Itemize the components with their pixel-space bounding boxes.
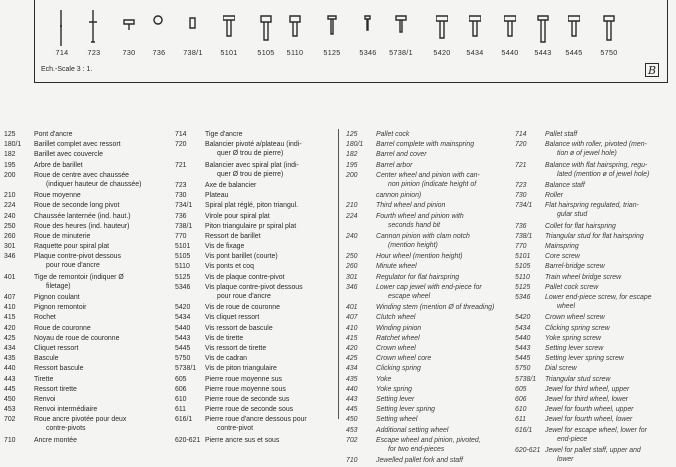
part-number: 5738/1 [515,375,537,383]
part-number: 425 [4,334,16,342]
part-number: 734/1 [515,202,533,210]
part-number: 5440 [515,334,531,342]
part-name: Jewelled pallet fork and staff [376,457,463,465]
part-number: 5738/1 [175,365,197,373]
part-number: 443 [346,395,358,403]
part-name: Ressort de barillet [205,232,261,240]
part-name: Barrel complete with mainspring [376,141,475,149]
part-name: Ratchet wheel [376,334,420,342]
part-number: 401 [4,273,16,281]
part-number: 5420 [515,314,531,322]
part-name-continuation: for two end-pieces [388,445,445,453]
part-number: 410 [4,304,16,312]
part-number: 180/1 [4,141,22,149]
part-name: Tige d'ancre [205,131,243,138]
part-number: 710 [346,457,358,465]
part-number: 425 [346,355,358,363]
part-number: 5346 [175,283,191,291]
part-name: Raquette pour spiral plat [34,243,110,251]
part-name: Ressort tirette [34,385,77,393]
part-number: 224 [4,202,16,210]
part-number: 453 [346,426,358,434]
part-number-label: 5750 [600,48,618,57]
part-number: 250 [4,222,16,230]
part-number: 440 [346,385,358,393]
part-name: Balancier avec spiral plat (indi- [205,161,299,169]
part-name-continuation: contre-pivots [46,425,86,433]
part-number: 415 [346,334,358,342]
part-name: Hour wheel (mention height) [376,253,463,261]
part-name: Jewel for third wheel, lower [545,395,629,403]
part-name: Cannon pinion with clam notch [376,232,470,240]
part-number: 445 [4,385,16,393]
part-number: 5105 [175,253,191,261]
part-name: Clicking spring screw [545,324,610,332]
part-drawing-icon [568,6,580,46]
part-name: Winding stem (mention Ø of threading) [376,304,495,312]
part-name: Yoke spring [376,385,413,393]
part-name-continuation: pour roue d'ancre [46,262,100,270]
part-name: Pierre ancre sus et sous [205,436,280,444]
part-number: 260 [346,263,358,271]
part-name: Axe de balancier [205,181,257,189]
part-number: 420 [346,345,358,352]
part-number: 182 [4,151,16,159]
part-number-label: 5443 [534,48,552,57]
part-number: 420 [4,324,16,332]
part-number-label: 5420 [433,48,451,57]
part-name: Fourth wheel and pinion with [376,212,464,220]
part-name-continuation: escape wheel [388,292,431,300]
part-name: Vis cliquet ressort [205,314,260,322]
part-number-label: 5434 [466,48,484,57]
part-number: 443 [4,375,16,383]
part-number: 125 [346,131,358,138]
part-name: Rochet [34,314,56,322]
part-name-continuation: (indiquer hauteur de chaussée) [46,180,142,188]
part-name: Tige de remontoir (indiquer Ø [34,273,124,281]
column-divider [338,129,339,419]
part-number-label: 736 [152,48,166,57]
part-name-continuation: (mention height) [388,241,438,249]
part-number: 738/1 [175,222,193,230]
part-name: Clutch wheel [376,314,416,322]
part-number: 5434 [515,324,531,332]
part-name: Setting lever spring screw [545,355,624,363]
part-name: Ancre montée [34,436,77,444]
part-name: Crown wheel screw [545,314,605,322]
part-name: Minute wheel [376,263,417,271]
part-number: 5445 [175,344,191,352]
part-number: 720 [175,141,187,149]
part-name: Virole pour spiral plat [205,212,270,220]
part-name: Barillet avec couvercle [34,151,103,159]
part-number: 346 [346,283,358,291]
part-name: Roue ancre pivotée pour deux [34,416,127,424]
part-name: Pallet cock [376,131,410,138]
part-number: 605 [175,375,187,383]
part-number: 407 [346,314,358,322]
part-number: 435 [4,355,16,363]
part-name: Pallet cock screw [545,283,599,291]
part-name: Roue moyenne [34,192,81,200]
part-number: 734/1 [175,202,193,210]
part-number: 720 [515,141,527,149]
part-number-label: 5110 [286,48,304,57]
part-name-continuation: gular stud [557,211,588,219]
part-number: 702 [346,436,358,444]
part-name: Additional setting wheel [376,426,449,434]
part-name-continuation: non pinion (indicate height of [388,180,477,188]
part-name: Jewel for pallet staff, upper and [545,446,641,454]
part-name-continuation: pour roue d'ancre [217,292,271,300]
part-number: 702 [4,416,16,424]
part-number: 445 [346,406,358,414]
part-number: 210 [4,192,16,200]
part-number: 195 [4,161,16,169]
part-name: Dial screw [545,365,577,373]
part-number: 714 [515,131,527,138]
part-number: 435 [346,375,358,383]
part-name: Pont d'ancre [34,131,73,138]
part-number: 440 [4,365,16,373]
part-name: Crown wheel core [376,355,432,363]
part-number: 606 [175,385,187,393]
part-number: 195 [346,161,358,169]
part-number: 240 [4,212,16,220]
part-number: 5443 [515,345,531,352]
part-number: 250 [346,253,358,261]
part-name: Vis ponts et coq [205,263,254,271]
part-name: Third wheel and pinion [376,202,446,210]
part-name: Vis plaque contre-pivot dessous [205,283,303,291]
part-number: 611 [515,416,526,424]
part-name-continuation: tion ø of jewel hole) [557,150,617,158]
part-name: Setting lever screw [545,345,604,352]
part-name: Barillet complet avec ressort [34,141,121,149]
part-number-label: 730 [122,48,136,57]
part-name: Barrel arbor [376,161,413,169]
part-name: Vis de roue de couronne [205,304,280,312]
part-name: Vis de fixage [205,243,245,251]
part-name: Setting lever spring [376,406,435,414]
part-number-label: 5105 [257,48,275,57]
part-number: 723 [515,181,527,189]
part-name: Renvoi intermédiaire [34,406,98,414]
part-name: Setting wheel [376,416,418,424]
part-number: 736 [175,212,187,220]
part-number: 5420 [175,304,191,312]
scale-label: Ech.-Scale 3 : 1. [41,66,93,73]
part-number: 5125 [515,283,531,291]
part-name: Vis de plaque contre-pivot [205,273,285,281]
part-number: 301 [4,243,16,251]
part-name-continuation: seconds hand bit [388,221,441,229]
part-number-label: 5101 [220,48,238,57]
part-number: 5750 [515,365,531,373]
part-number: 610 [515,406,527,414]
part-name: Flat hairspring regulated, trian- [545,202,639,210]
part-name: Roue de centre avec chaussée [34,171,129,179]
part-number-label: 5738/1 [389,48,413,57]
part-number-label: 714 [55,48,69,57]
part-name-continuation: end-piece [557,435,588,443]
part-number: 301 [346,273,358,281]
part-name: Regulator for flat hairspring [376,273,460,281]
part-name: Balance staff [545,181,585,189]
part-number: 611 [175,406,186,414]
part-name: Pierre roue de seconde sous [205,406,294,414]
part-number: 721 [515,161,527,169]
part-name: Pallet staff [545,131,578,138]
part-number: 620-621 [175,436,201,444]
part-name: Balance with roller, pivoted (men- [545,141,647,149]
logo-glyph: B [647,64,657,77]
part-drawing-icon [603,6,615,46]
part-number: 620-621 [515,446,541,454]
part-name: Pierre roue de seconde sus [205,395,290,403]
part-number: 415 [4,314,16,322]
part-drawing-icon [326,6,338,46]
part-drawing-icon [436,6,448,46]
part-number: 770 [175,232,187,240]
part-name: Bascule [34,355,59,363]
part-name: Chaussée lanternée (ind. haut.) [34,212,131,220]
part-name: Jewel for escape wheel, lower for [545,426,647,434]
part-number-label: 723 [87,48,101,57]
part-drawing-icon [469,6,481,46]
part-name-continuation: filetage) [46,282,71,290]
part-name: Barrel-bridge screw [545,263,605,271]
part-drawing-icon [504,6,516,46]
part-number-label: 5445 [565,48,583,57]
part-drawing-icon [153,6,165,46]
part-name: Jewel for third wheel, upper [545,385,630,393]
part-name: Roue de seconde long pivot [34,202,120,210]
part-drawing-icon [88,6,100,46]
part-number: 224 [346,212,358,220]
part-number: 200 [346,171,358,179]
part-drawing-icon [395,6,407,46]
part-number: 606 [515,395,527,403]
part-name: Yoke spring screw [545,334,601,342]
part-number: 434 [4,344,16,352]
brand-logo-icon [645,63,659,77]
part-drawing-icon [537,6,549,46]
part-name: Train wheel bridge screw [545,273,622,281]
part-number: 710 [4,436,16,444]
part-name: Mainspring [545,243,579,251]
part-name: Yoke [376,375,392,383]
part-name: Vis ressort de tirette [205,344,267,352]
part-number: 616/1 [175,416,193,424]
part-drawing-icon [289,6,301,46]
part-number: 5110 [515,273,530,281]
part-name: Pierre roue moyenne sous [205,385,286,393]
part-number: 5445 [515,355,531,363]
part-name: Roller [545,192,563,200]
part-name-continuation: lated (mention ø of jewel hole) [557,170,650,178]
part-number: 616/1 [515,426,533,434]
part-name: Jewel for fourth wheel, lower [545,416,633,424]
part-name: Escape wheel and pinion, pivoted, [376,436,481,444]
part-name: Noyau de roue de couronne [34,334,120,342]
part-drawing-icon [223,6,235,46]
part-name: Plaque contre-pivot dessous [34,253,121,261]
part-number-label: 738/1 [183,48,203,57]
part-name: Pignon remontoir [34,304,87,312]
part-name: Renvoi [34,395,56,403]
part-number: 730 [175,192,187,200]
part-number: 5434 [175,314,191,322]
part-name: Balance with flat hairspring, regu- [545,161,648,169]
part-name: Jewel for fourth wheel, upper [545,406,634,414]
part-name: Arbre de barillet [34,161,83,169]
part-name: Crown wheel [376,345,416,352]
part-name: Core screw [545,253,580,261]
part-number: 730 [515,192,527,200]
part-drawing-icon [123,6,135,46]
part-number: 125 [4,131,16,138]
part-drawing-icon [362,6,374,46]
part-number: 346 [4,253,16,261]
part-name: Vis de cadran [205,355,248,363]
part-number: 736 [515,222,527,230]
part-number: 5440 [175,324,191,332]
part-name: Roue de minuterie [34,232,91,240]
part-name: Collet for flat hairspring [545,222,616,230]
part-number: 723 [175,181,187,189]
part-name: Triangular stud for flat hairspring [545,232,644,240]
part-number-label: 5440 [501,48,519,57]
part-number: 605 [515,385,527,393]
part-number: 5443 [175,334,191,342]
part-number: 610 [175,395,187,403]
part-name: Clicking spring [376,365,421,373]
part-drawing-icon [260,6,272,46]
part-number: 407 [4,294,16,302]
part-name-continuation: wheel [557,303,576,311]
part-drawing-icon [187,6,199,46]
part-number: 714 [175,131,187,138]
part-name: Vis de tirette [205,334,244,342]
part-number: 240 [346,232,358,240]
part-number: 182 [346,151,358,159]
part-name: Ressort bascule [34,365,84,373]
part-number: 5101 [515,253,531,261]
part-number: 180/1 [346,141,364,149]
part-name: Pierre roue moyenne sus [205,375,282,383]
part-number: 5346 [515,294,531,302]
part-name: Pierre roue d'ancre dessous pour [205,416,307,424]
part-number: 260 [4,232,16,240]
part-name: Pignon coulant [34,294,80,302]
part-number: 5750 [175,355,191,363]
part-number-label: 5125 [323,48,341,57]
part-name: Barrel and cover [376,151,427,159]
part-number: 5105 [515,263,531,271]
part-name: Cliquet ressort [34,344,79,352]
part-number-label: 5346 [359,48,377,57]
part-number: 738/1 [515,232,533,240]
part-name: Tirette [34,375,54,383]
part-name: Vis de piton triangulaire [205,365,277,373]
part-number: 200 [4,171,16,179]
part-number: 5125 [175,273,191,281]
parts-illustration-strip [34,0,668,83]
part-number: 450 [346,416,358,424]
part-number: 453 [4,406,16,414]
part-name-continuation: lower [557,455,574,463]
part-name: Lower end-piece screw, for escape [545,294,652,302]
part-number: 450 [4,395,16,403]
part-name: Balancier pivoté a/plateau (indi- [205,141,302,149]
part-name: Vis pont barillet (courte) [205,253,278,261]
part-number: 434 [346,365,358,373]
part-drawing-icon [56,6,68,46]
part-number: 410 [346,324,358,332]
part-number: 721 [175,161,187,169]
part-name: Winding pinion [376,324,422,332]
part-name: Vis ressort de bascule [205,324,273,332]
part-number: 401 [346,304,358,312]
part-name-continuation: contre-pivot [217,425,254,433]
part-name: Center wheel and pinion with can- [376,171,480,179]
part-number: 770 [515,243,527,251]
part-name-continuation: quer Ø trou de pierre) [217,170,284,178]
part-number: 5101 [175,243,191,251]
part-name: Piton triangulaire pr spiral plat [205,222,297,230]
part-name: Setting lever [376,395,415,403]
part-name: Lower cap jewel with end-piece for [376,283,482,291]
part-number: 210 [346,202,358,210]
part-name: Triangular stud screw [545,375,611,383]
part-name-continuation: quer Ø trou de pierre) [217,150,284,158]
part-name: Plateau [205,192,229,200]
part-number: 5110 [175,263,190,271]
part-name: Roue des heures (ind. hauteur) [34,222,130,230]
part-name: cannon pinion) [376,192,422,200]
part-name: Roue de couronne [34,324,91,332]
part-name: Spiral plat réglé, piton triangul. [205,202,299,210]
